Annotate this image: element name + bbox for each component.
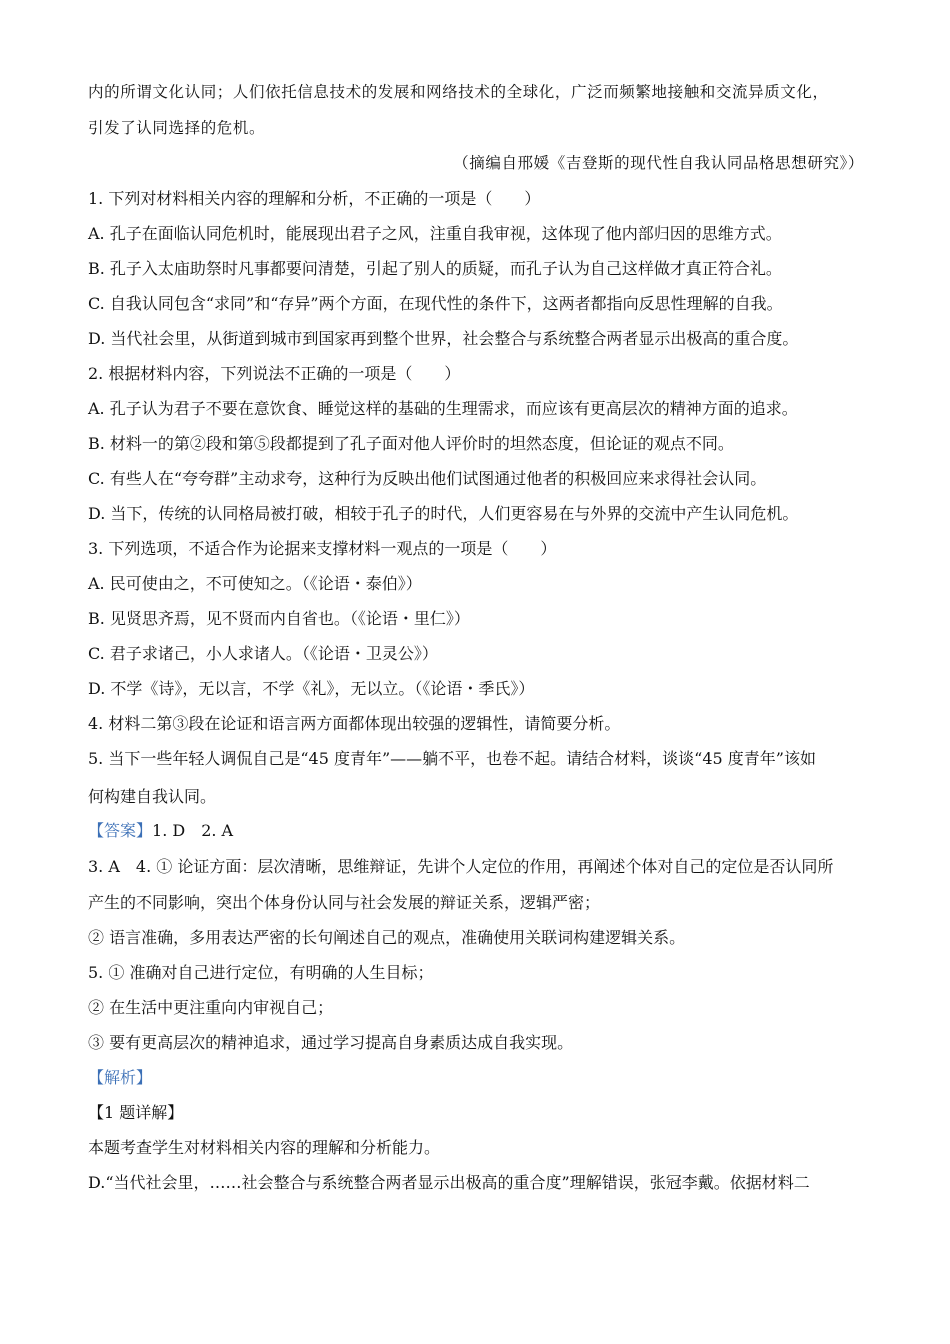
- question-2-stem: 2. 根据材料内容，下列说法不正确的一项是（ ）: [88, 364, 461, 383]
- question-5-stem: 5. 当下一些年轻人调侃自己是“45 度青年”——躺不平，也卷不起。请结合材料，谈谈“45 度青年”该如: [88, 749, 816, 768]
- question-3-stem: 3. 下列选项，不适合作为论据来支撑材料一观点的一项是（ ）: [88, 539, 557, 558]
- question-1-option-d: D. 当代社会里，从街道到城市到国家再到整个世界，社会整合与系统整合两者显示出极高的重合度。: [88, 329, 799, 348]
- question-2-option-a: A. 孔子认为君子不要在意饮食、睡觉这样的基础的生理需求，而应该有更高层次的精神方面的追求。: [88, 399, 798, 418]
- question-3-option-b: B. 见贤思齐焉，见不贤而内自省也。（《论语・里仁》）: [88, 609, 470, 628]
- passage-line: 内的所谓文化认同；人们依托信息技术的发展和网络技术的全球化，广泛而频繁地接触和交流异质文化，: [88, 83, 829, 101]
- question-3-option-c: C. 君子求诸己，小人求诸人。（《论语・卫灵公》）: [88, 644, 438, 663]
- question-1-option-b: B. 孔子入太庙助祭时凡事都要问清楚，引起了别人的质疑，而孔子认为自己这样做才真正符合礼。: [88, 259, 782, 278]
- question-5-stem-cont: 何构建自我认同。: [88, 787, 217, 806]
- answer-line: 产生的不同影响，突出个体身份认同与社会发展的辩证关系，逻辑严密；: [88, 893, 601, 912]
- question-1-option-c: C. 自我认同包含“求同”和“存异”两个方面，在现代性的条件下，这两者都指向反思性理解的自我。: [88, 294, 783, 313]
- answer-line: ② 语言准确，多用表达严密的长句阐述自己的观点，准确使用关联词构建逻辑关系。: [88, 928, 686, 947]
- question-1-stem: 1. 下列对材料相关内容的理解和分析，不正确的一项是（ ）: [88, 189, 541, 208]
- question-3-option-a: A. 民可使由之，不可使知之。（《论语・泰伯》）: [88, 574, 422, 593]
- question-2-option-c: C. 有些人在“夸夸群”主动求夸，这种行为反映出他们试图通过他者的积极回应来求得社会认同。: [88, 469, 767, 488]
- answer-line: ③ 要有更高层次的精神追求，通过学习提高自身素质达成自我实现。: [88, 1033, 574, 1052]
- analysis-q1-label: 【1 题详解】: [88, 1103, 184, 1122]
- question-3-option-d: D. 不学《诗》，无以言，不学《礼》，无以立。（《论语・季氏》）: [88, 679, 535, 698]
- answer-label: 【答案】: [88, 821, 153, 840]
- analysis-line: D.“当代社会里，……社会整合与系统整合两者显示出极高的重合度”理解错误，张冠李戴。依据材料二: [88, 1173, 810, 1192]
- analysis-label: 【解析】: [88, 1068, 153, 1087]
- question-2-option-d: D. 当下，传统的认同格局被打破，相较于孔子的时代，人们更容易在与外界的交流中产生认同危机。: [88, 504, 799, 523]
- answer-line: ② 在生活中更注重向内审视自己；: [88, 998, 334, 1017]
- question-2-option-b: B. 材料一的第②段和第⑤段都提到了孔子面对他人评价时的坦然态度，但论证的观点不同。: [88, 434, 734, 453]
- answer-line: 5. ① 准确对自己进行定位，有明确的人生目标；: [88, 963, 434, 982]
- answer-values: 1. D 2. A: [152, 821, 234, 840]
- passage-source: （摘编自邢媛《吉登斯的现代性自我认同品格思想研究》）: [453, 154, 864, 172]
- question-4-stem: 4. 材料二第③段在论证和语言两方面都体现出较强的逻辑性，请简要分析。: [88, 714, 621, 733]
- answer-line: 3. A 4. ① 论证方面：层次清晰，思维辩证，先讲个人定位的作用，再阐述个体对自己的定位是否认同所: [88, 857, 834, 876]
- answer-line: [88, 820, 864, 842]
- question-1-option-a: A. 孔子在面临认同危机时，能展现出君子之风，注重自我审视，这体现了他内部归因的思维方式。: [88, 224, 782, 243]
- passage-line: 引发了认同选择的危机。: [88, 119, 266, 137]
- analysis-line: 本题考查学生对材料相关内容的理解和分析能力。: [88, 1138, 441, 1157]
